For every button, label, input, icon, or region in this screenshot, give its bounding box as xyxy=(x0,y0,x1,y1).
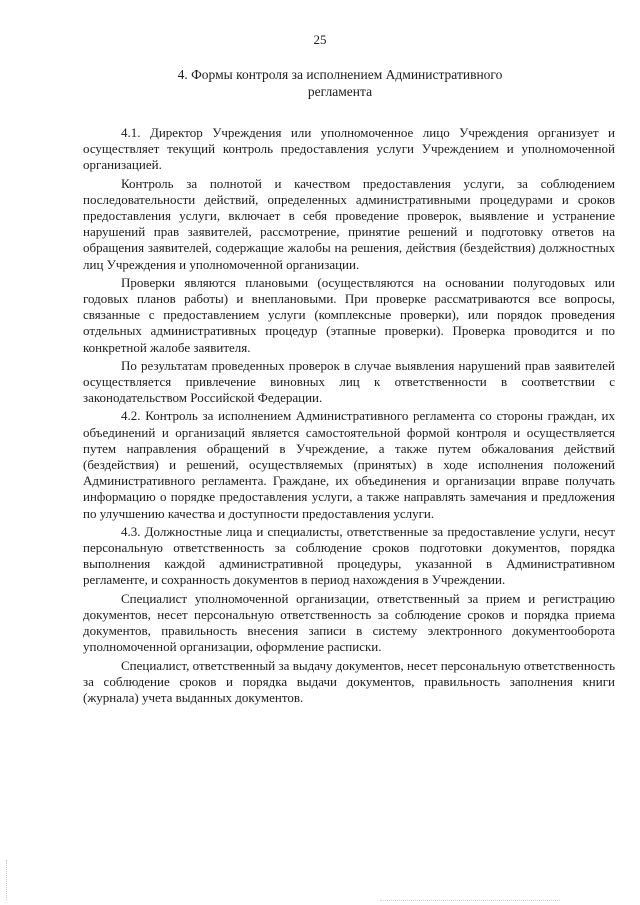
section-heading xyxy=(150,66,530,100)
scan-bottom-mark xyxy=(380,900,560,902)
paragraph-issuing-specialist: Специалист, ответственный за выдачу документов, несет персональную ответственность за соблюдение сроков и порядка выдачи документов, правильность заполнения книги (журнала) учета выданных документов. xyxy=(83,657,615,705)
paragraph-4-2: 4.2. Контроль за исполнением Административного регламента со стороны граждан, их объединений и организаций является самостоятельной формой контроля и осуществляется путем направления обращений в Учреждение, а также путем обжалования действий (бездействия) и решений, осуществляемых (принятых) в ходе исполнения положений Административного регламента. Граждане, их объединения и организации вправе получать информацию о порядке предоставления услуги, а также направлять замечания и предложения по улучшению качества и доступности предоставления услуги. xyxy=(83,408,615,521)
scan-edge-mark xyxy=(6,860,8,900)
paragraph-4-1: 4.1. Директор Учреждения или уполномоченное лицо Учреждения организует и осуществляет текущий контроль предоставления услуги Учреждением и уполномоченной организацией. xyxy=(83,125,615,173)
paragraph-inspections: Проверки являются плановыми (осуществляются на основании полугодовых или годовых планов работы) и внеплановыми. При проверке рассматриваются все вопросы, связанные с предоставлением услуги (комплексные проверки), или порядок проведения отдельных административных процедур (этапные проверки). Проверка проводится и по конкретной жалобе заявителя. xyxy=(83,274,615,355)
section-body xyxy=(83,125,615,708)
section-heading-line-2: регламента xyxy=(307,84,373,99)
paragraph-inspection-results: По результатам проведенных проверок в случае выявления нарушений прав заявителей осуществляется привлечение виновных лиц к ответственности в соответствии с законодательством Российской Федерации. xyxy=(83,357,615,406)
paragraph-intake-specialist: Специалист уполномоченной организации, ответственный за прием и регистрацию документов, несет персональную ответственность за соблюдение сроков и порядка приема документов, правильность внесения записи в систему электронного документооборота уполномоченной организации, оформление расписки. xyxy=(83,590,615,655)
section-heading-line-1: 4. Формы контроля за исполнением Административного xyxy=(177,67,503,82)
paragraph-control-scope: Контроль за полнотой и качеством предоставления услуги, за соблюдением последовательности действий, определенных административными процедурами и сроков предоставления услуги, включает в себя проведение проверок, выявление и устранение нарушений прав заявителей, рассмотрение, принятие решений и подготовку ответов на обращения заявителей, содержащие жалобы на решения, действия (бездействия) должностных лиц Учреждения и уполномоченной организации. xyxy=(83,175,615,272)
page-number: 25 xyxy=(313,32,327,47)
paragraph-4-3: 4.3. Должностные лица и специалисты, ответственные за предоставление услуги, несут персональную ответственность за соблюдение сроков подготовки документов, порядка выполнения каждой административной процедуры, указанной в Административном регламенте, и сохранность документов в период нахождения в Учреждении. xyxy=(83,523,615,588)
